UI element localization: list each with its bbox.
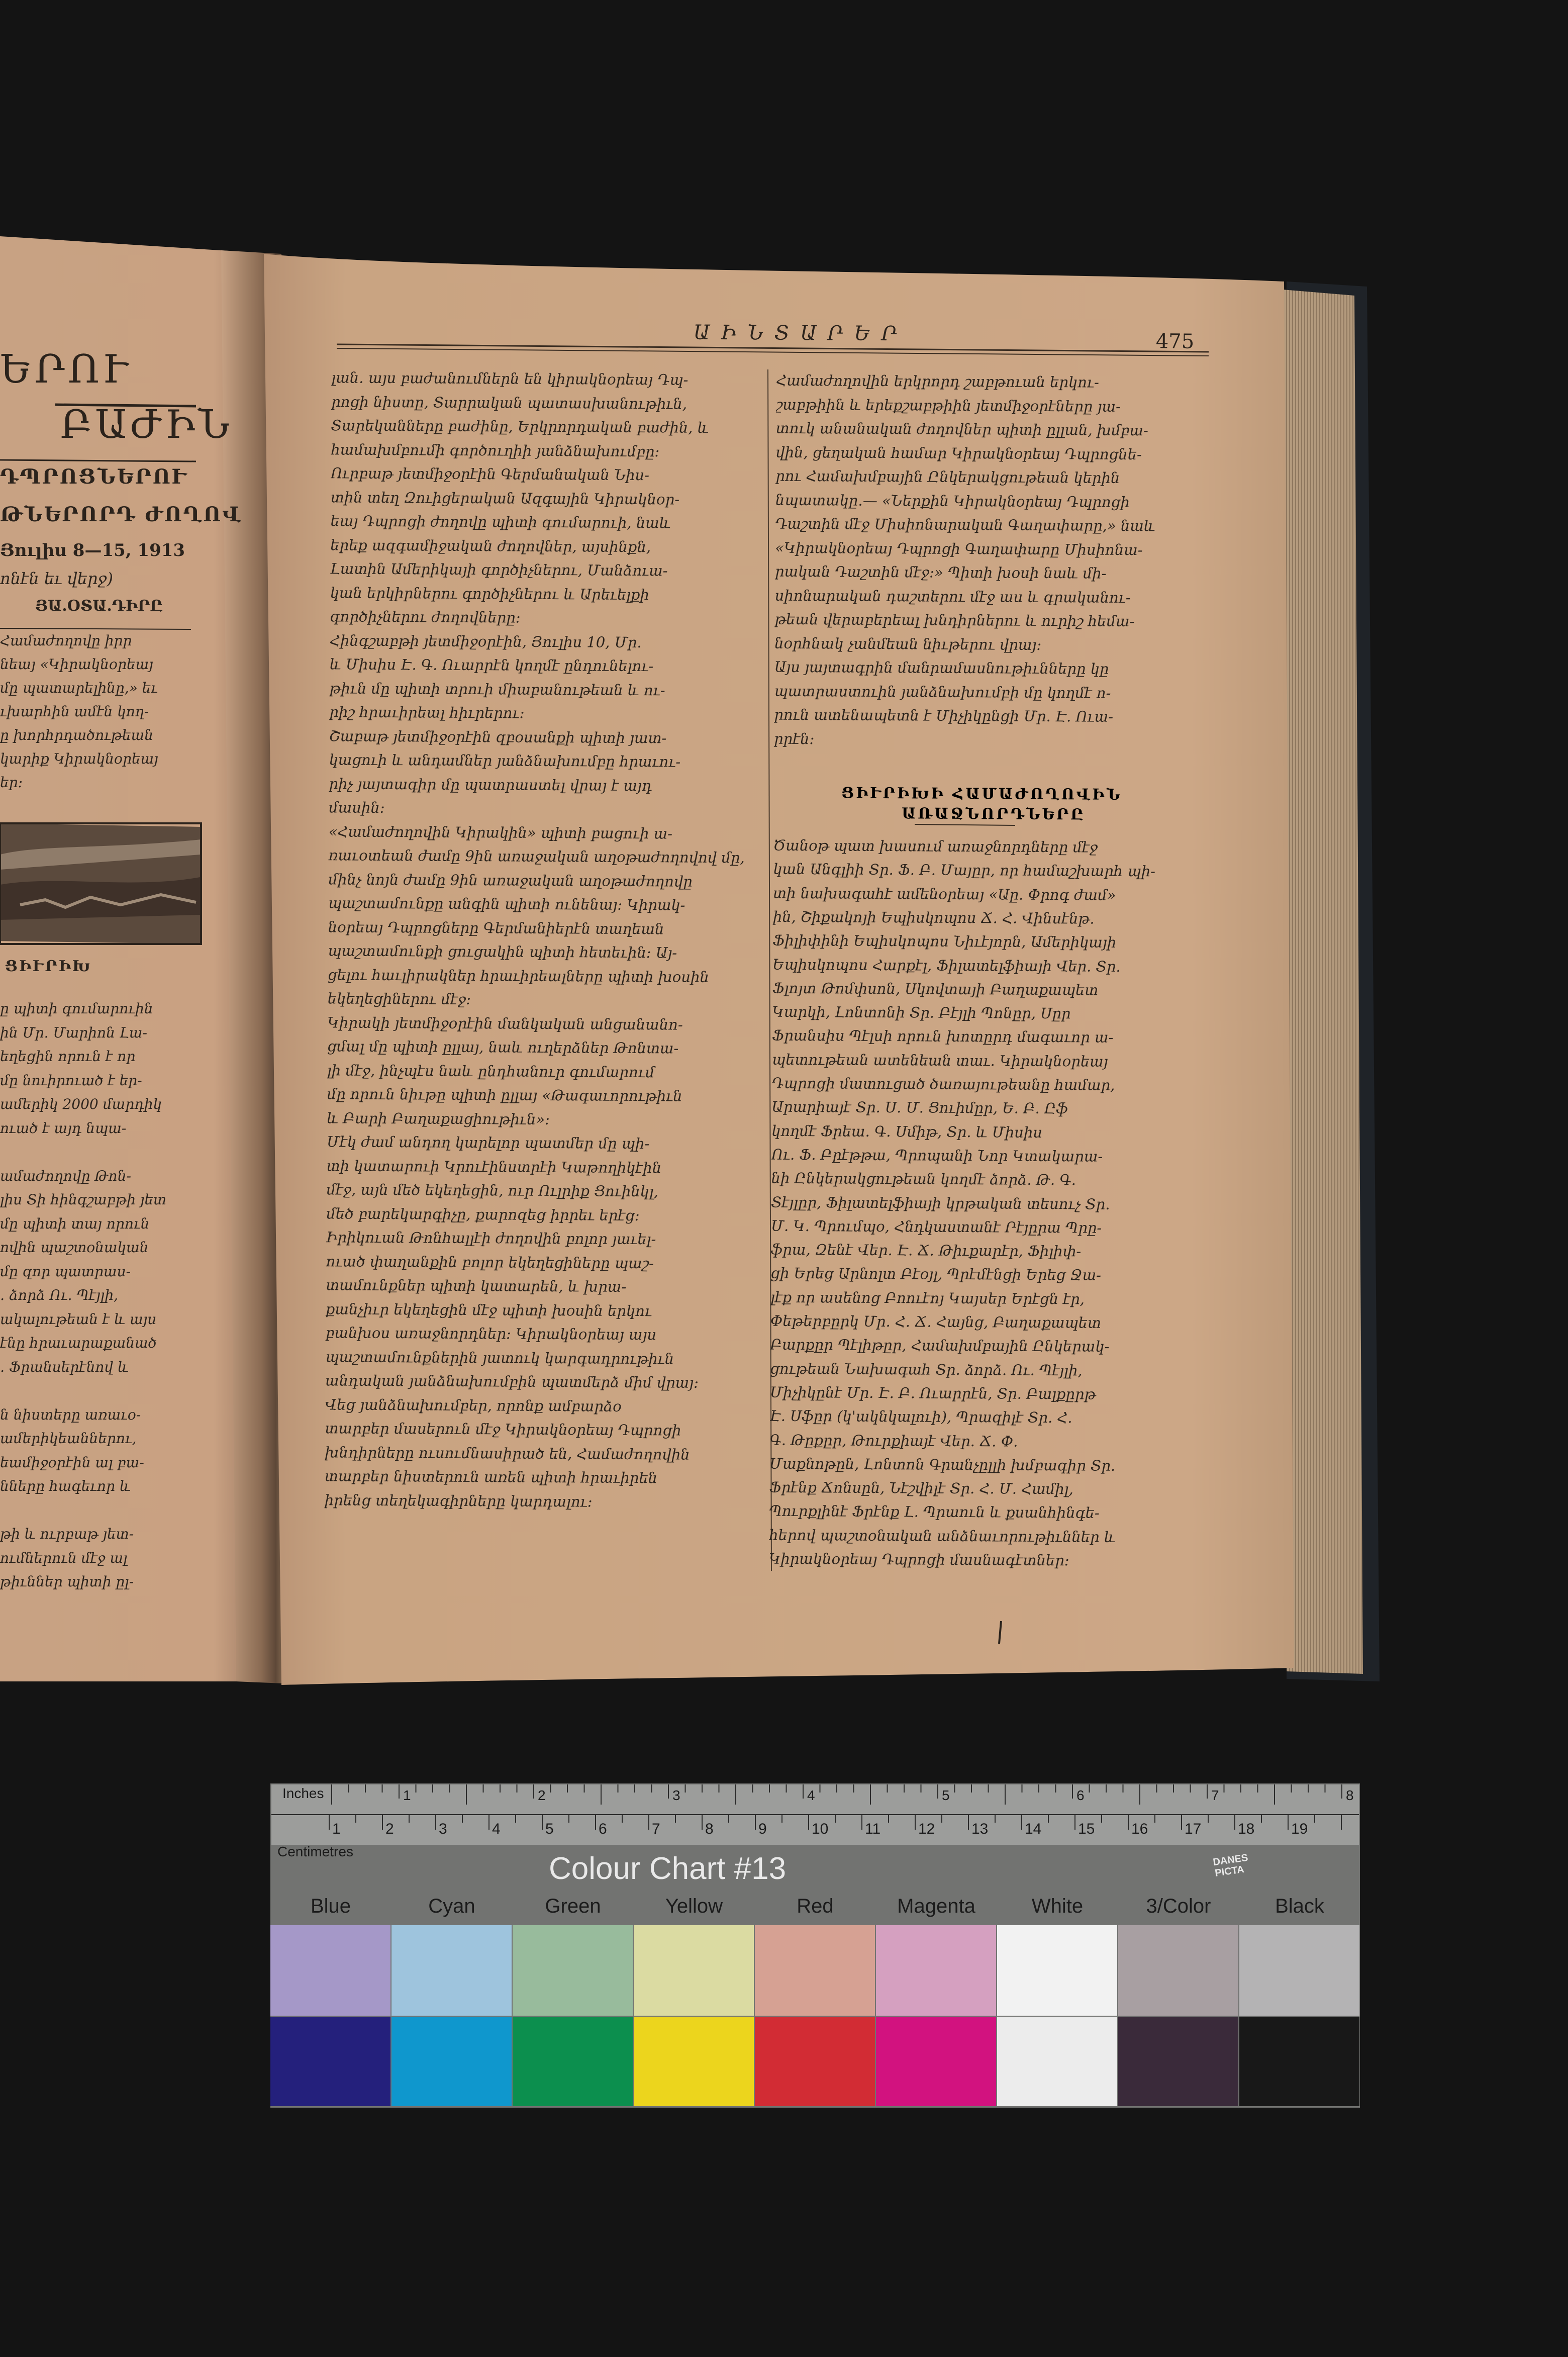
text-line: տարբեր նիստերուն առեն պիտի հրաւիրեն <box>324 1467 658 1487</box>
text-line: ը խորհրդածութեան <box>0 727 153 743</box>
text-line: Ֆիլիփինի Եպիսկոպոս Նիւէյորն, Ամերիկայի <box>772 931 1117 952</box>
text-line: նօրեայ Դպրոցները Գերմանիերէն տաղեան <box>328 918 664 937</box>
cm-tick: 5 <box>545 1821 554 1837</box>
text-line: ումներուն մէջ ալ <box>0 1549 128 1566</box>
text-line: մինչ նոյն ժամը 9ին առաջական աղօթաժողովը <box>328 870 693 890</box>
text-line: նի Ընկերակցութեան կողմէ ձորձ. Թ. Գ. <box>771 1169 1076 1189</box>
left-heading-2: ԲԱԺԻՆ <box>60 402 233 447</box>
text-line: ովին պաշտօնական <box>0 1239 149 1256</box>
text-line: Ուրբաթ յետմիջօրէին Գերմանական Նիս- <box>331 464 650 484</box>
left-dates: Յուլիս 8—15, 1913 <box>0 540 185 560</box>
text-line: խնդիրները ուսումնասիրած են, Համաժողովին <box>325 1443 690 1463</box>
text-line: ակալութեան է և այս <box>0 1310 157 1328</box>
inch-tick: 5 <box>942 1787 950 1803</box>
text-line: համախմբումի գործուղիի յանձնախումբը։ <box>331 440 660 460</box>
inch-tick: 8 <box>1346 1787 1354 1803</box>
inch-tick: 2 <box>538 1787 546 1803</box>
text-line: տի կատարուի Կրուէինստրէի Կաթողիկէին <box>326 1157 662 1176</box>
text-line: կարիք Կիրակնօրեայ <box>0 750 158 767</box>
inch-tick: 3 <box>672 1787 680 1803</box>
text-line: երեք ազգամիջական ժողովներ, այսինքն, <box>330 536 651 555</box>
text-line: տուկ անանական ժողովներ պիտի ըլլան, խմբա- <box>775 419 1149 439</box>
text-line: նները հագեւոր և <box>0 1478 131 1494</box>
text-line: նօրհնակ չանմեան նիւթերու վրայ։ <box>774 634 1042 653</box>
text-line: անդական յանձնախումբին պատմերձ միմ վրայ։ <box>325 1372 699 1391</box>
cm-tick: 19 <box>1291 1821 1308 1837</box>
danes-picta-logo: DANES PICTA <box>1212 1852 1249 1879</box>
text-line: ամերիկ 2000 մարդիկ <box>0 1096 162 1112</box>
text-line: Ֆլոյտ Թոմփսոն, Սկովտայի Բաղաքապետ <box>772 979 1099 999</box>
text-line: ամերիկեաններու, <box>0 1430 137 1447</box>
cm-tick: 1 <box>332 1821 341 1837</box>
text-line: լիս Տի հինգշաբթի յետ <box>0 1191 167 1208</box>
text-line: մը զոր պատրաս- <box>0 1263 131 1280</box>
text-line: ռաւօտեան ժամը 9ին առաջական աղօթաժողովով մը, <box>328 846 745 867</box>
text-line: թիւններ պիտի ըլ- <box>0 1573 134 1590</box>
text-line: թի և ուրբաթ յետ- <box>0 1526 134 1542</box>
chart-title: Colour Chart #13 <box>549 1851 787 1886</box>
text-line: Կիրակի յետմիջօրէին մանկական անցանանո- <box>327 1013 683 1033</box>
text-line: րական Դաշտին մէջ։» Պիտի խօսի նաև մի- <box>774 562 1107 582</box>
text-line: Մ. Կ. Պրումպօ, Հնդկաստանէ Րէյըրա Պրը- <box>770 1217 1102 1237</box>
running-title: ԱԻՆՏԱՐԵՐ <box>693 321 908 346</box>
text-line: Արարիայէ Տր. Ս. Մ. Ցուիմըր, Ե. Բ. Ըֆ <box>771 1098 1068 1117</box>
text-line: Կիրակնօրեայ Դպրոցի մասնագէտներ։ <box>768 1550 1069 1569</box>
text-line: Բարքըր Պէլիթըր, Համախմբային Ընկերակ- <box>770 1336 1110 1356</box>
left-heading-1: ԵՐՈՒ <box>0 347 130 392</box>
cm-tick: 15 <box>1078 1821 1095 1837</box>
centimetres-label: Centimetres <box>277 1844 353 1859</box>
inches-label: Inches <box>282 1785 324 1801</box>
text-line: տարբեր մասերուն մէջ Կիրակնօրեայ Դպրոցի <box>325 1420 681 1439</box>
text-line: նպատակը․— «Ներքին Կիրակնօրեայ Դպրոցի <box>775 491 1130 511</box>
cm-tick: 7 <box>652 1821 660 1837</box>
text-line: Մաքնոթըն, Լոնտոն Գրանչըլլի խմբագիր Տր. <box>769 1455 1116 1474</box>
text-line: Միչիկընէ Մր. Է. Բ. Ուարրէն, Տր. Բալքըրթ <box>769 1383 1096 1403</box>
swatch-label: Green <box>545 1895 601 1917</box>
text-line: րիշ հրաւիրեալ հիւրերու։ <box>329 703 525 722</box>
cm-tick: 3 <box>439 1821 447 1837</box>
text-line: րոցի նիստը, Տարրական պատասխանութիւն, <box>331 393 688 413</box>
text-line: լան․ այս բաժանումներն են կիրակնօրեայ Դպ- <box>331 369 689 389</box>
text-line: ն նիստերը առաւօ- <box>0 1406 141 1423</box>
text-line: ին, Շիքակոյի Եպիսկոպոս Ճ. Հ. Վինսէնթ. <box>772 908 1095 927</box>
cm-tick: 16 <box>1131 1821 1148 1837</box>
text-line: Կարկի, Լոնտոնի Տր. Բէյլի Պոնըր, Սըր <box>772 1003 1071 1022</box>
text-line: Համաժողովին երկրորդ շաբթուան երկու- <box>776 371 1099 391</box>
text-line: քանչիւր եկեղեցին մէջ պիտի խօսին երկու <box>325 1300 652 1319</box>
photo-caption: ՑԻՒՐԻԽ <box>5 958 92 975</box>
swatch-label: Black <box>1275 1895 1324 1917</box>
section-heading-line-2: ԱՌԱՋՆՈՐԴՆԵՐԸ <box>901 805 1086 824</box>
text-line: գործիչներու ժողովները։ <box>330 608 521 626</box>
text-line: ցմալ մը պիտի ըլլայ, նաև ուղերձներ Թոնտա- <box>327 1038 679 1057</box>
swatch-label: 3/Color <box>1146 1895 1211 1917</box>
text-line: Ֆրէնք Ճոնսըն, Նէշվիլէ Տր. Հ. Մ. Համիլ, <box>769 1478 1073 1498</box>
text-line: լէք որ ասենոց Բոուէոյ Կայսեր Երէցն էր, <box>770 1288 1085 1308</box>
text-line: րուն ատենապետն է Միչիկընցի Մր. Է. Ուա- <box>774 706 1114 725</box>
text-line: պատրաստուին յանձնախումբի մը կողմէ ո- <box>774 682 1111 702</box>
text-line: վին, ցեղական համար Կիրակնօրեայ Դպրոցնե- <box>775 443 1142 463</box>
cm-tick: 14 <box>1025 1821 1042 1837</box>
inch-tick: 1 <box>403 1787 411 1803</box>
left-subtitle: ոնէն եւ վերջ) <box>0 569 113 588</box>
text-line: ցի Երեց Արնոլտ Բէօյլ, Պրէմէնցի Երեց Ջա- <box>770 1265 1102 1284</box>
text-line: Ու. Ֆ. Բըէթթա, Պրոպանի Նոր Կտակարա- <box>771 1146 1103 1165</box>
cm-tick: 6 <box>599 1821 607 1837</box>
text-line: և Միսիս Է. Գ. Ուարրէն կողմէ ընդունելու- <box>329 655 654 675</box>
text-line: մասին։ <box>328 799 385 816</box>
cm-tick: 17 <box>1185 1821 1202 1837</box>
text-line: Է. Սֆըր (կ'ակնկալուի), Պրազիլէ Տր. Հ. <box>769 1407 1072 1427</box>
text-line: կան Անգլիի Տր. Ֆ. Բ. Մայըր, որ համաշխարհ պի- <box>773 860 1156 880</box>
text-line: րիչ յայտագիր մը պատրաստել վրայ է այդ <box>329 775 652 794</box>
section-heading-line-1: ՑԻՒՐԻԽԻ ՀԱՄԱԺՈՂՈՎԻՆ <box>841 784 1122 804</box>
text-line: Ծանօթ պատ խասում առաջնորդները մէջ <box>773 836 1098 856</box>
text-line: Փեթերբըրկ Մր. Հ. Ճ. Հայնց, Բաղաքապետ <box>770 1312 1102 1332</box>
text-line: տամունքներ պիտի կատարեն, և խրա- <box>326 1276 627 1295</box>
text-line: րու Համախմբային Ընկերակցութեան կերին <box>775 467 1120 487</box>
cm-tick: 12 <box>918 1821 935 1837</box>
text-line: Դաշտին մէջ Միսիոնարական Գաղափարը,» նաև <box>775 515 1155 535</box>
text-line: նեայ «Կիրակնօրեայ <box>0 656 153 673</box>
cm-tick: 4 <box>492 1821 501 1837</box>
text-line: Իրիկուան Թոնհալլէի ժողովին բոլոր յաւել- <box>326 1229 656 1248</box>
text-line: և Բարի Բաղաքացիութիւն»։ <box>327 1109 550 1128</box>
text-line: Եպիսկոպոս Հարքէլ, Ֆիլատելֆիայի Վեր. Տր. <box>772 956 1121 975</box>
text-line: ․ ձորձ Ու. Պէյլի, <box>0 1287 118 1303</box>
text-line: Վեց յանձնախումբեր, որոնք ամբարձօ <box>325 1395 622 1415</box>
text-line: եայ Դպրոցի ժողովը պիտի գումարուի, նաև <box>330 512 671 532</box>
inch-tick: 4 <box>807 1787 815 1803</box>
text-line: եր։ <box>0 774 23 791</box>
left-byline: ՅԱ.ՕՏԱ.ԴԻՐԸ <box>35 597 163 615</box>
text-line: ուած է այդ նպա- <box>0 1119 127 1137</box>
text-line: կողմէ Ֆրեա. Գ. Սմիթ, Տր. և Միսիս <box>771 1122 1043 1141</box>
swatch-label: White <box>1031 1895 1084 1917</box>
text-line: ին Մր. Մարիոն Լա- <box>0 1024 147 1041</box>
text-line: Դպրոցի մատուցած ծառայութեանը համար, <box>771 1074 1115 1094</box>
left-heading-3: ԴՊՐՈՑՆԵՐՈՒ <box>0 465 188 489</box>
text-line: մը պիտի տայ որուն <box>0 1215 150 1232</box>
text-line: էնը հրաւարաքանած <box>0 1335 157 1351</box>
cm-tick: 11 <box>865 1821 881 1837</box>
text-line: կան երկիրներու գործիչներու և Արեւելքի <box>330 584 649 603</box>
text-line: Պուրքլինէ Ֆրէնք Լ. Պրաուն և քսանհինգե- <box>769 1502 1100 1522</box>
cm-tick: 13 <box>971 1821 989 1837</box>
text-line: տին տեղ Զուիցերական Ազգային Կիրակնօր- <box>330 488 680 508</box>
text-line: ցութեան Նախագահ Տր. ձորձ. Ու. Պէյլի, <box>770 1360 1083 1379</box>
text-line: կացուի և անդամներ յանձնախումբը հրաւու- <box>329 751 681 771</box>
cm-tick: 2 <box>385 1821 394 1837</box>
text-line: Ֆրանսիս Պէլսի որուն խոտըրդ մագաւոր ա- <box>772 1027 1114 1047</box>
text-line: պաշտամունքի ցուցակին պիտի հետեւին։ Այ- <box>328 942 677 962</box>
text-line: պետութեան ատենեան տաւ. Կիրակնօրեայ <box>771 1051 1108 1070</box>
text-line: ամաժողովը Թոն- <box>0 1167 131 1184</box>
left-heading-4: ԹՆԵՐՈՐԴ ԺՈՂՈՎ <box>0 503 242 526</box>
text-line: թիւն մը պիտի տրուի միաբանութեան և ու- <box>329 679 665 699</box>
text-line: Համաժողովը իրր <box>0 632 132 649</box>
text-line: եղեցին որուն է որ <box>0 1048 136 1065</box>
text-line: Մէկ ժամ անդող կարելոր պատմեր մը պի- <box>326 1133 650 1153</box>
text-line: «Կիրակնօրեայ Դպրոցի Գաղափարը Միսիոնա- <box>775 539 1143 558</box>
text-line: րրէն։ <box>773 730 815 747</box>
text-line: ֆրա, Զենէ Վեր. Է. Ճ. Թիւքարէր, Ֆիլիփ- <box>770 1241 1082 1260</box>
text-line: մը նուիրուած է եր- <box>0 1072 142 1089</box>
text-line: շաբթիին և երեքշաբթիին յետմիջօրէները յա- <box>775 396 1121 415</box>
swatch-label: Yellow <box>665 1895 723 1917</box>
text-line: Լատին Ամերիկայի գործիչներու, Մանձուա- <box>330 560 668 580</box>
text-line: ւխարհին ամէն կող- <box>0 703 149 720</box>
cm-tick: 9 <box>758 1821 767 1837</box>
page-number: 475 <box>1155 330 1195 353</box>
text-line: Տէյլըր, Ֆիլատելֆիայի կրթական տեսուչ Տր. <box>771 1193 1110 1213</box>
text-line: իրենց տեղեկագիրները կարդալու։ <box>324 1491 593 1510</box>
text-line: լի մէջ, ինչպէս նաև ընդհանուր գումարում <box>327 1061 655 1081</box>
text-line: սիոնարական դաշտերու մէջ աս և գրականու- <box>774 587 1131 606</box>
text-line: Այս յայտագրին մանրամասնութիւնները կը <box>774 658 1109 678</box>
text-line: բանխօս առաջնորդներ։ Կիրակնօրեայ այս <box>325 1324 657 1344</box>
cm-tick: 10 <box>812 1821 829 1837</box>
text-line: Հինգշաբթի յետմիջօրէին, Յուլիս 10, Մր. <box>330 631 642 651</box>
text-line: մը որուն նիւթը պիտի ըլլայ «Թագաւորութիւն <box>327 1085 682 1105</box>
text-line: մեծ բարեկարգիչը, քարոզեց իրրեւ երէց։ <box>326 1204 640 1224</box>
text-line: Տարեկանները բաժինը, Երկրորդական բաժին, և <box>331 417 709 436</box>
text-line: ը պիտի գումարուին <box>0 1000 153 1017</box>
text-line: ․ Ֆրանսերէնով և <box>0 1358 129 1375</box>
text-line: մէջ, այն մեծ եկեղեցին, ուր Ուլրիք Ցուինկլ, <box>326 1181 659 1200</box>
text-line: Գ. Թըքըր, Թուրքիայէ Վեր. Ճ. Փ. <box>769 1431 1018 1450</box>
text-line: հերով պաշտօնական անձնաւորութիւններ և <box>769 1526 1116 1546</box>
cm-tick: 8 <box>705 1821 714 1837</box>
swatch-label: Red <box>797 1895 834 1917</box>
swatch-label: Magenta <box>897 1895 975 1917</box>
text-line: պաշտամունքը անգին պիտի ունենայ։ Կիրակ- <box>328 894 685 914</box>
text-line: Շաբաթ յետմիջօրէին զբօսանքի պիտի յատ- <box>329 727 667 746</box>
text-line: թեան վերաբերեալ խնդիրներու և ուրիշ հեմա- <box>774 610 1135 630</box>
text-line: ուած փաղանքին բոլոր եկեղեցիները պաշ- <box>326 1252 654 1272</box>
text-line: եամիջօրէին ալ բա- <box>0 1454 144 1471</box>
cm-tick: 18 <box>1238 1821 1255 1837</box>
text-line: եկեղեցիներու մէջ։ <box>327 990 471 1008</box>
inch-tick: 6 <box>1076 1787 1085 1803</box>
text-line: մը պատարելինը,» եւ <box>0 680 158 696</box>
text-line: պաշտամունքներին յատուկ կարգադրութիւն <box>325 1348 674 1367</box>
text-line: ցելու հաւլիրակներ հրաւիրեալները պիտի խօսին <box>327 966 709 986</box>
inch-tick: 7 <box>1211 1787 1219 1803</box>
text-line: «Համաժողովին Կիրակին» պիտի բացուի ա- <box>328 822 673 842</box>
text-line: տի նախագահէ ամենօրեայ «Աը. Փրոգ ժամ» <box>772 884 1116 904</box>
swatch-label: Blue <box>310 1895 351 1917</box>
swatch-label: Cyan <box>428 1895 475 1917</box>
